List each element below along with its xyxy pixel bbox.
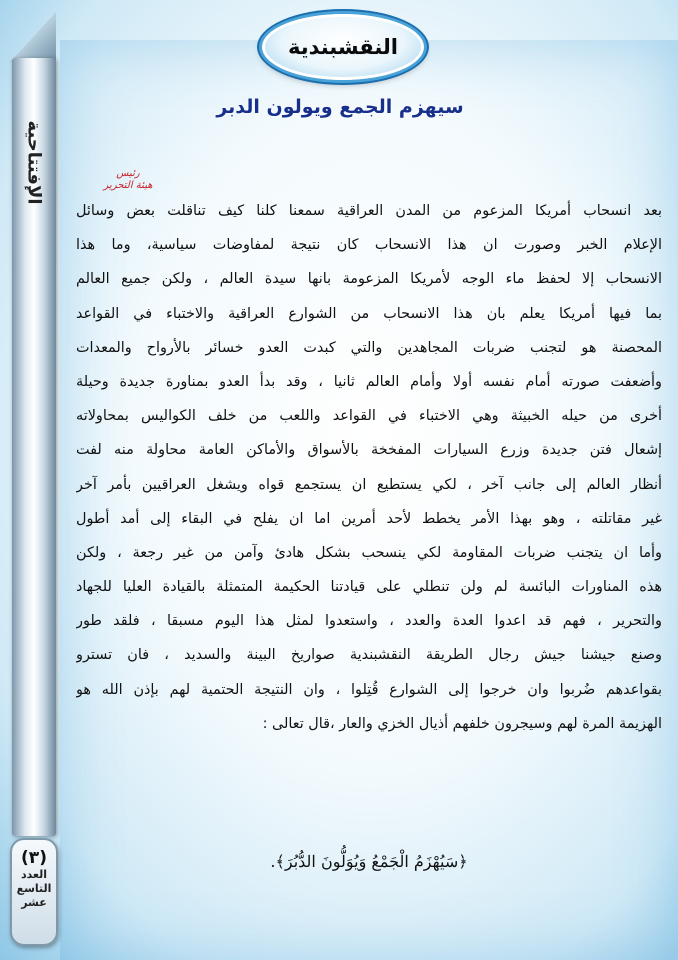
body-line: أنظار العالم إلى جانب آخر ، لكي يستطيع ان يستجمع قواه ويشغل العراقيين بأمر آخر xyxy=(76,476,662,493)
author-signature: رئيس هيئة التحرير xyxy=(103,168,153,191)
issue-label-line2: التاسع xyxy=(16,882,52,895)
body-line: المحصنة هو لتجنب ضربات المجاهدين والتي كبدت العدو خسائر بالأرواح والمعدات xyxy=(76,339,662,356)
body-line: غير مقاتلته ، وهو بهذا الأمر يخطط لأحد أمرين اما ان يفلح في البقاء إلى أمد أطول xyxy=(76,510,662,527)
issue-number: (٣) xyxy=(21,848,47,868)
body-line: بعد انسحاب أمريكا المزعوم من المدن العراقية سمعنا كلنا كيف تناقلت بعض وسائل xyxy=(76,203,662,219)
body-line: وأما ان يتجنب ضربات المقاومة لكي ينسحب بشكل هادئ وآمن من غير رجعة ، ولكن xyxy=(76,544,662,561)
issue-box xyxy=(10,838,58,946)
magazine-title-badge xyxy=(262,14,424,80)
body-line: هذه المناورات البائسة لم ولن تنطلي على قيادتنا الحكيمة المتمثلة بالقيادة العليا للجهاد xyxy=(76,579,662,596)
body-line: إشعال فتن جديدة وزرع السيارات المفخخة بالأسواق والأماكن العامة محاولة منه لفت xyxy=(76,442,662,459)
quran-verse: ﴿سَيُهْزَمُ الْجَمْعُ وَيُوَلُّونَ الدُّبُرَ﴾. xyxy=(270,852,468,871)
article-title: سيهزم الجمع ويولون الدبر xyxy=(216,96,464,118)
body-line: بما فيها أمريكا يعلم بان هذا الانسحاب من الشوارع العراقية والاختباء في القواعد xyxy=(76,305,662,322)
body-line: وأضعفت صورته أمام نفسه أولا وأمام العالم ثانيا ، وقد بدأ العدو بمناورة جديدة وحيلة xyxy=(76,373,662,390)
body-line: الهزيمة المرة لهم وسيجرون خلفهم أذيال الخزي والعار ،قال تعالى : xyxy=(262,715,662,732)
article-body xyxy=(76,194,662,741)
side-pillar xyxy=(6,12,60,950)
body-line: وصنع جيشنا جيش رجال الطريقة النقشبندية صواريخ البينة والسديد ، فان تسترو xyxy=(76,647,662,664)
body-line: بقواعدهم ضُربوا وان خرجوا إلى الشوارع قُتِلوا ، وان النتيجة الحتمية لهم بإذن الله هو xyxy=(76,681,662,698)
body-line: الإعلام الخبر وصورت ان هذا الانسحاب كان نتيجة لمفاوضات سياسية، وما هذا xyxy=(76,237,662,254)
body-line: أخرى من حيله الخبيثة وهي الاختباء في القواعد واللعب من خلف الكواليس بمحاولاته xyxy=(76,408,662,425)
body-line: الانسحاب إلا لحفظ ماء الوجه لأمريكا المزعومة بانها سيدة العالم ، ولكن جميع العالم xyxy=(76,271,662,288)
magazine-title: النقشبندية xyxy=(287,35,399,59)
issue-label-line3: عشر xyxy=(21,896,47,909)
pillar-cap xyxy=(10,12,56,62)
issue-label-line1: العدد xyxy=(20,868,48,881)
section-label: الإفتتاحية xyxy=(23,119,45,205)
body-line: والتحرير ، فهم قد اعدوا العدة والعدد ، واستعدوا لمثل هذا اليوم مسبقا ، فلقد طور xyxy=(76,613,662,630)
